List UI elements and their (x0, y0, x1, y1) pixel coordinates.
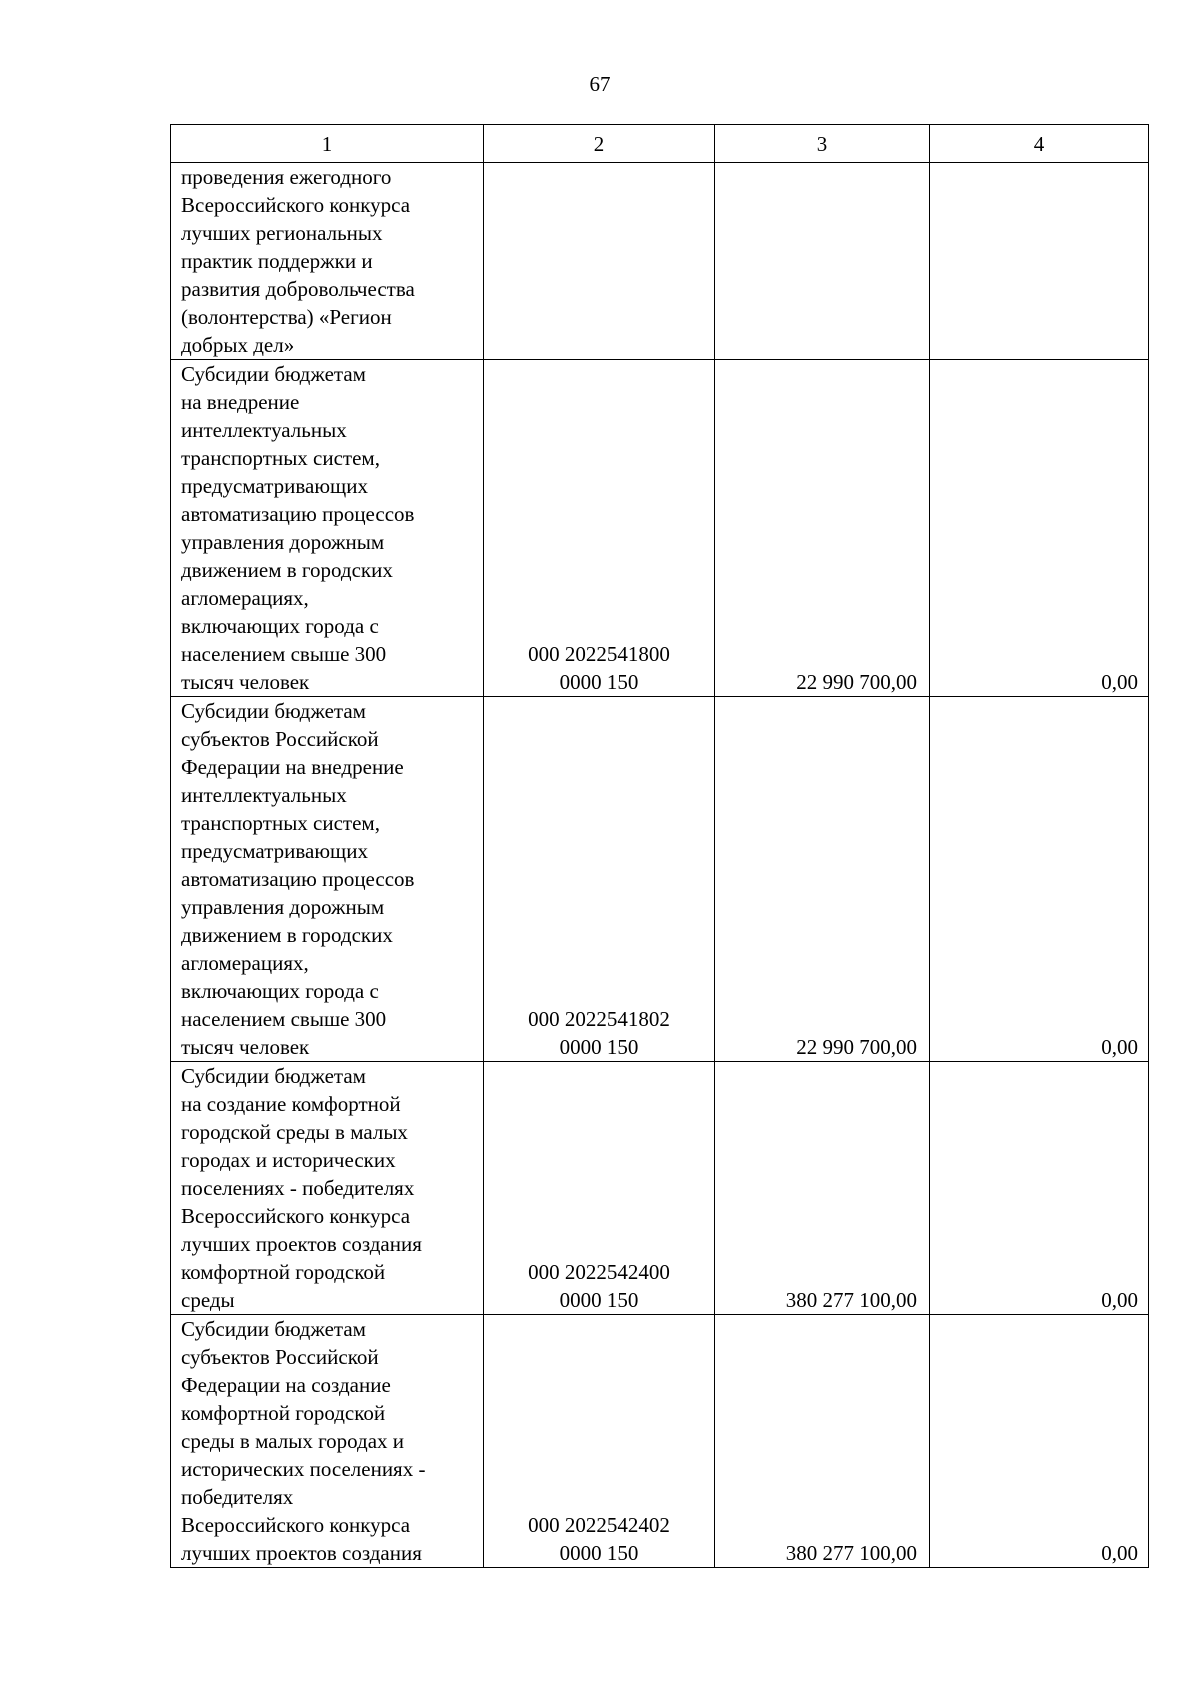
row-name-text: Субсидии бюджетам на внедрение интеллектуальных транспортных систем, предусматривающих автоматизацию процессов управления дорожным движением в городских агломерациях, включающих города с населением свыше 300 тысяч человек (181, 362, 415, 694)
column-header: 3 (715, 125, 930, 163)
budget-table (170, 124, 1149, 1568)
page-number: 67 (589, 72, 611, 96)
row-name-text: Субсидии бюджетам субъектов Российской Федерации на внедрение интеллектуальных транспортных систем, предусматривающих автоматизацию процессов управления дорожным движением в городских агломерациях, включающих города с населением свыше 300 тысяч человек (181, 699, 415, 1059)
row-name-cell (171, 163, 484, 360)
table-header-row (171, 125, 1149, 163)
budget-code-cell: 000 2022542400 0000 150 (484, 1062, 715, 1315)
row-name-text: Субсидии бюджетам на создание комфортной городской среды в малых городах и исторических поселениях - победителях Всероссийского конкурса лучших проектов создания комфортной городской среды (181, 1064, 422, 1312)
budget-code-cell: 000 2022541802 0000 150 (484, 697, 715, 1062)
extra-amount-cell (930, 163, 1149, 360)
amount-cell (715, 163, 930, 360)
row-name-cell (171, 1062, 484, 1315)
column-header: 1 (171, 125, 484, 163)
amount-cell: 380 277 100,00 (715, 1315, 930, 1568)
extra-amount-cell: 0,00 (930, 1315, 1149, 1568)
budget-code-cell (484, 163, 715, 360)
table-row (171, 697, 1149, 1062)
row-name-text: проведения ежегодного Всероссийского конкурса лучших региональных практик поддержки и развития добровольчества (волонтерства) «Регион добрых дел» (181, 165, 415, 357)
table-row (171, 1062, 1149, 1315)
row-name-text: Субсидии бюджетам субъектов Российской Федерации на создание комфортной городской среды в малых городах и исторических поселениях - победителях Всероссийского конкурса лучших проектов создания (181, 1317, 426, 1565)
budget-code-cell: 000 2022542402 0000 150 (484, 1315, 715, 1568)
table-row (171, 163, 1149, 360)
amount-cell: 22 990 700,00 (715, 360, 930, 697)
extra-amount-cell: 0,00 (930, 1062, 1149, 1315)
extra-amount-cell: 0,00 (930, 697, 1149, 1062)
table-row (171, 1315, 1149, 1568)
amount-cell: 380 277 100,00 (715, 1062, 930, 1315)
row-name-cell (171, 360, 484, 697)
column-header: 2 (484, 125, 715, 163)
amount-cell: 22 990 700,00 (715, 697, 930, 1062)
extra-amount-cell: 0,00 (930, 360, 1149, 697)
table-row (171, 360, 1149, 697)
row-name-cell (171, 1315, 484, 1568)
row-name-cell (171, 697, 484, 1062)
budget-code-cell: 000 2022541800 0000 150 (484, 360, 715, 697)
column-header: 4 (930, 125, 1149, 163)
